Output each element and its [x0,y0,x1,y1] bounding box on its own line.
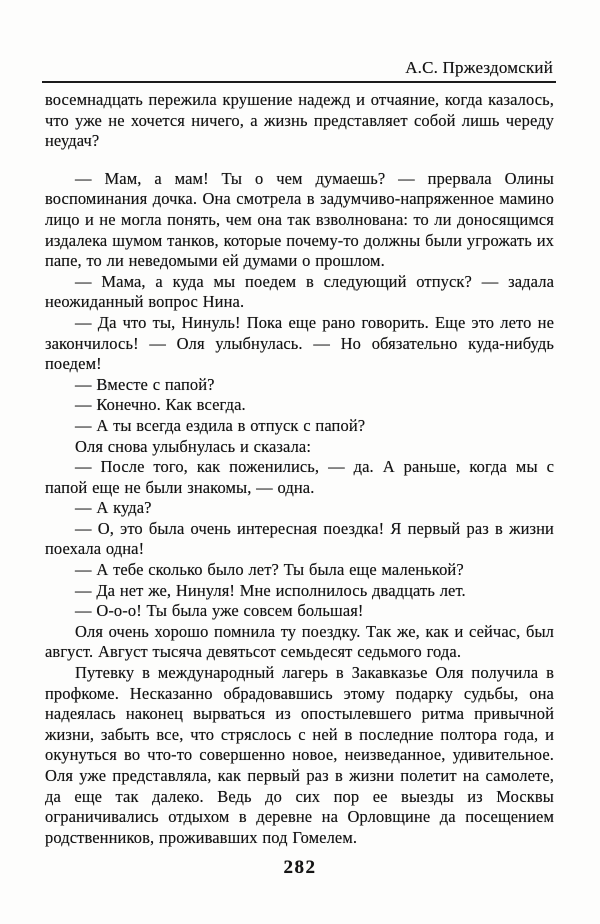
paragraph: — О, это была очень интересная поездка! Я первый раз в жизни поехала одна! [45,518,554,559]
paragraph: — Мам, а мам! Ты о чем думаешь? — прервала Олины воспоминания дочка. Она смотрела в задумчиво-напряженное мамино лицо и не могла понять, чем она так взволнована: то ли доносящимся издалека шумом танков, которые почему-то должны были угрожать их папе, то ли неведомыми ей думами о прошлом. [45,168,554,271]
paragraph: — Да нет же, Нинуля! Мне исполнилось двадцать лет. [75,580,466,600]
paragraph: Оля очень хорошо помнила ту поездку. Так же, как и сейчас, был август. Август тысяча девятьсот семьдесят седьмого года. [45,621,554,662]
paragraph: Путевку в международный лагерь в Закавказье Оля получила в профкоме. Несказанно обрадовавшись этому подарку судьбы, она надеялась наконец вырваться из опостылевшего ритма привычной жизни, забыть все, что стряслось с ней в последние полтора года, и окунуться во что-то совершенно новое, неизведанное, удивительное. Оля уже представляла, как первый раз в жизни полетит на самолете, да еще так далеко. Ведь до сих пор ее выезды из Москвы ограничивались отдыхом в деревне на Орловщине да посещением родственников, проживавших под Гомелем. [45,663,554,847]
paragraph: — А ты всегда ездила в отпуск с папой? [75,415,366,435]
paragraph: — Конечно. Как всегда. [75,395,246,415]
header-rule [42,81,556,83]
body-text [45,90,554,848]
page-number: 282 [283,857,317,878]
paragraph: — Да что ты, Нинуль! Пока еще рано говорить. Еще это лето не закончилось! — Оля улыбнулась. — Но обязательно куда-нибудь поедем! [45,312,554,374]
running-header-author: А.С. Пржездомский [405,58,553,77]
paragraph: — А куда? [75,498,152,518]
paragraph: — Мама, а куда мы поедем в следующий отпуск? — задала неожиданный вопрос Нина. [45,271,554,312]
paragraph: Оля снова улыбнулась и сказала: [75,436,312,456]
paragraph: — После того, как поженились, — да. А раньше, когда мы с папой еще не были знакомы, — одна. [45,457,554,497]
paragraph: — О-о-о! Ты была уже совсем большая! [75,601,364,621]
paragraph: — Вместе с папой? [75,374,215,394]
paragraph: восемнадцать пережила крушение надежд и отчаяние, когда казалось, что уже не хочется ничего, а жизнь представляет собой лишь череду неудач? [45,90,554,151]
paragraph: — А тебе сколько было лет? Ты была еще маленькой? [75,560,464,580]
